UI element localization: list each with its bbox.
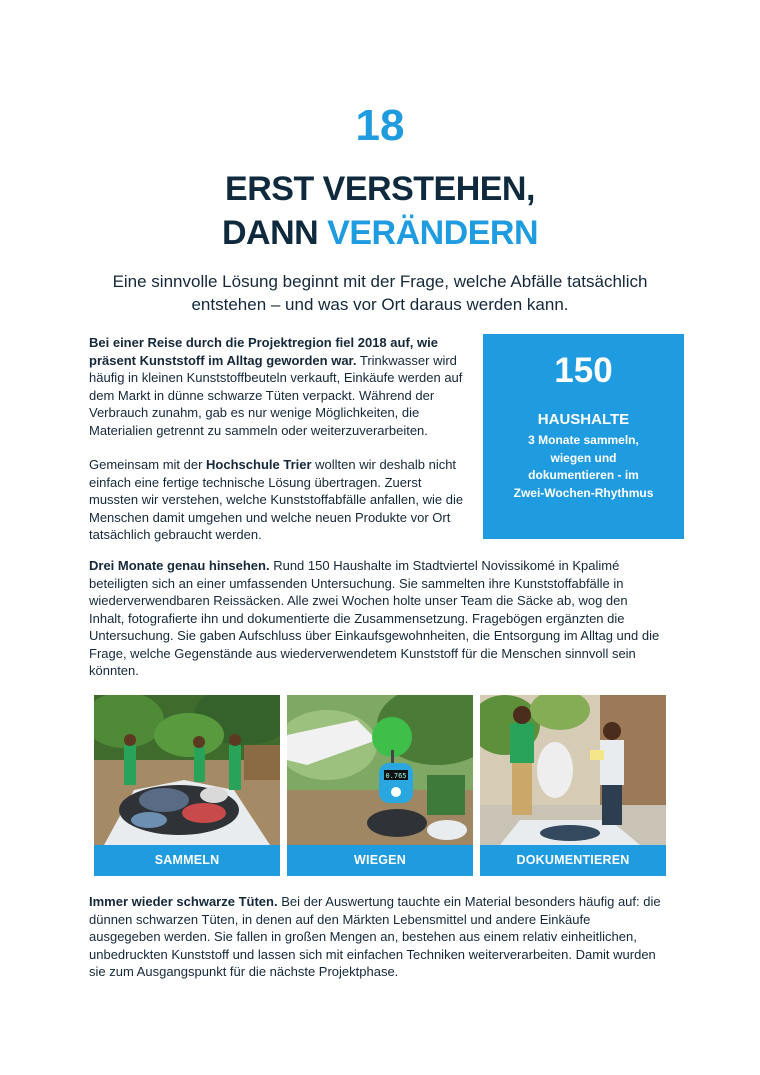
stat-number: 150 — [554, 351, 613, 390]
study-paragraph — [89, 557, 661, 680]
partner-name: Hochschule Trier — [206, 457, 312, 472]
stat-description: 3 Monate sammeln, wiegen und dokumentieren - im Zwei-Wochen-Rhythmus — [513, 433, 654, 500]
intro-text: Trinkwasser wird häufig in kleinen Kunststoffbeuteln verkauft, Einkäufe werden auf dem Markt in dünne schwarze Tüten verpackt. Während der Verbrauch zunahm, gab es nur wenige Möglichkeiten, die Materialien getrennt zu sammeln oder weiterzuverarbeiten. — [89, 352, 463, 438]
conclusion-paragraph — [89, 893, 661, 981]
scale-display: 0.765 — [385, 772, 407, 780]
caption-collect: SAMMELN — [94, 845, 280, 876]
stat-title: HAUSHALTE — [537, 411, 630, 428]
photo-card-weigh — [287, 695, 473, 876]
headline-accent-word: VERÄNDERN — [327, 214, 539, 252]
photo-collecting — [94, 695, 280, 845]
headline — [0, 167, 760, 255]
intro-paragraph — [89, 334, 469, 439]
headline-dark-word: DANN — [221, 214, 319, 252]
intro-lead: Bei einer Reise durch die Projektregion fiel 2018 auf, wie präsent Kunststoff im Alltag geworden war. — [89, 335, 438, 368]
caption-document: DOKUMENTIEREN — [480, 845, 666, 876]
photo-weighing — [287, 695, 473, 845]
page-number: 18 — [355, 101, 405, 150]
caption-weigh: WIEGEN — [287, 845, 473, 876]
photo-documenting — [480, 695, 666, 845]
headline-line-1: ERST VERSTEHEN, — [225, 170, 535, 208]
headline-line-2 — [0, 211, 760, 255]
partner-paragraph — [89, 456, 469, 544]
photo-card-document — [480, 695, 666, 876]
photo-card-collect — [94, 695, 280, 876]
study-lead: Drei Monate genau hinsehen. — [89, 558, 270, 573]
conclusion-lead: Immer wieder schwarze Tüten. — [89, 894, 278, 909]
partner-text-post: wollten wir deshalb nicht einfach eine fertige technische Lösung übertragen. Zuerst mussten wir verstehen, welche Kunststoffabfälle anfallen, wie die Menschen damit umgehen und welche neuen Produkte vor Ort tatsächlich gebraucht werden. — [89, 457, 464, 542]
partner-text-pre: Gemeinsam mit der — [89, 457, 207, 472]
conclusion-text: Bei der Auswertung tauchte ein Material besonders häufig auf: die dünnen schwarzen Tüten, in denen auf den Märkten Lebensmittel und andere Einkäufe ausgegeben werden. Sie fallen in großen Mengen an, bestehen aus einem relativ einheitlichen, unbedruckten Kunststoff und lassen sich mit einfachen Techniken weiterverarbeiten. Damit wurden sie zum Ausgangspunkt für die nächste Projektphase. — [89, 894, 661, 979]
subtitle: Eine sinnvolle Lösung beginnt mit der Frage, welche Abfälle tatsächlich entstehen – und was vor Ort daraus werden kann. — [112, 272, 648, 314]
study-text: Rund 150 Haushalte im Stadtviertel Novissikomé in Kpalimé beteiligten sich an einer umfassenden Untersuchung. Sie sammelten ihre Kunststoffabfälle in wiederverwendbaren Reissäcken. Alle zwei Wochen holte unser Team die Säcke ab, wog den Inhalt, fotografierte ihn und dokumentierte die Zusammensetzung. Fragebögen ergänzten die Untersuchung. Sie gaben Aufschluss über Einkaufsgewohnheiten, die Entsorgung im Alltag und die Frage, welche Gegenstände aus wiederverwendetem Kunststoff für die Menschen sinnvoll sein könnten. — [89, 558, 660, 678]
stat-box — [483, 334, 684, 539]
